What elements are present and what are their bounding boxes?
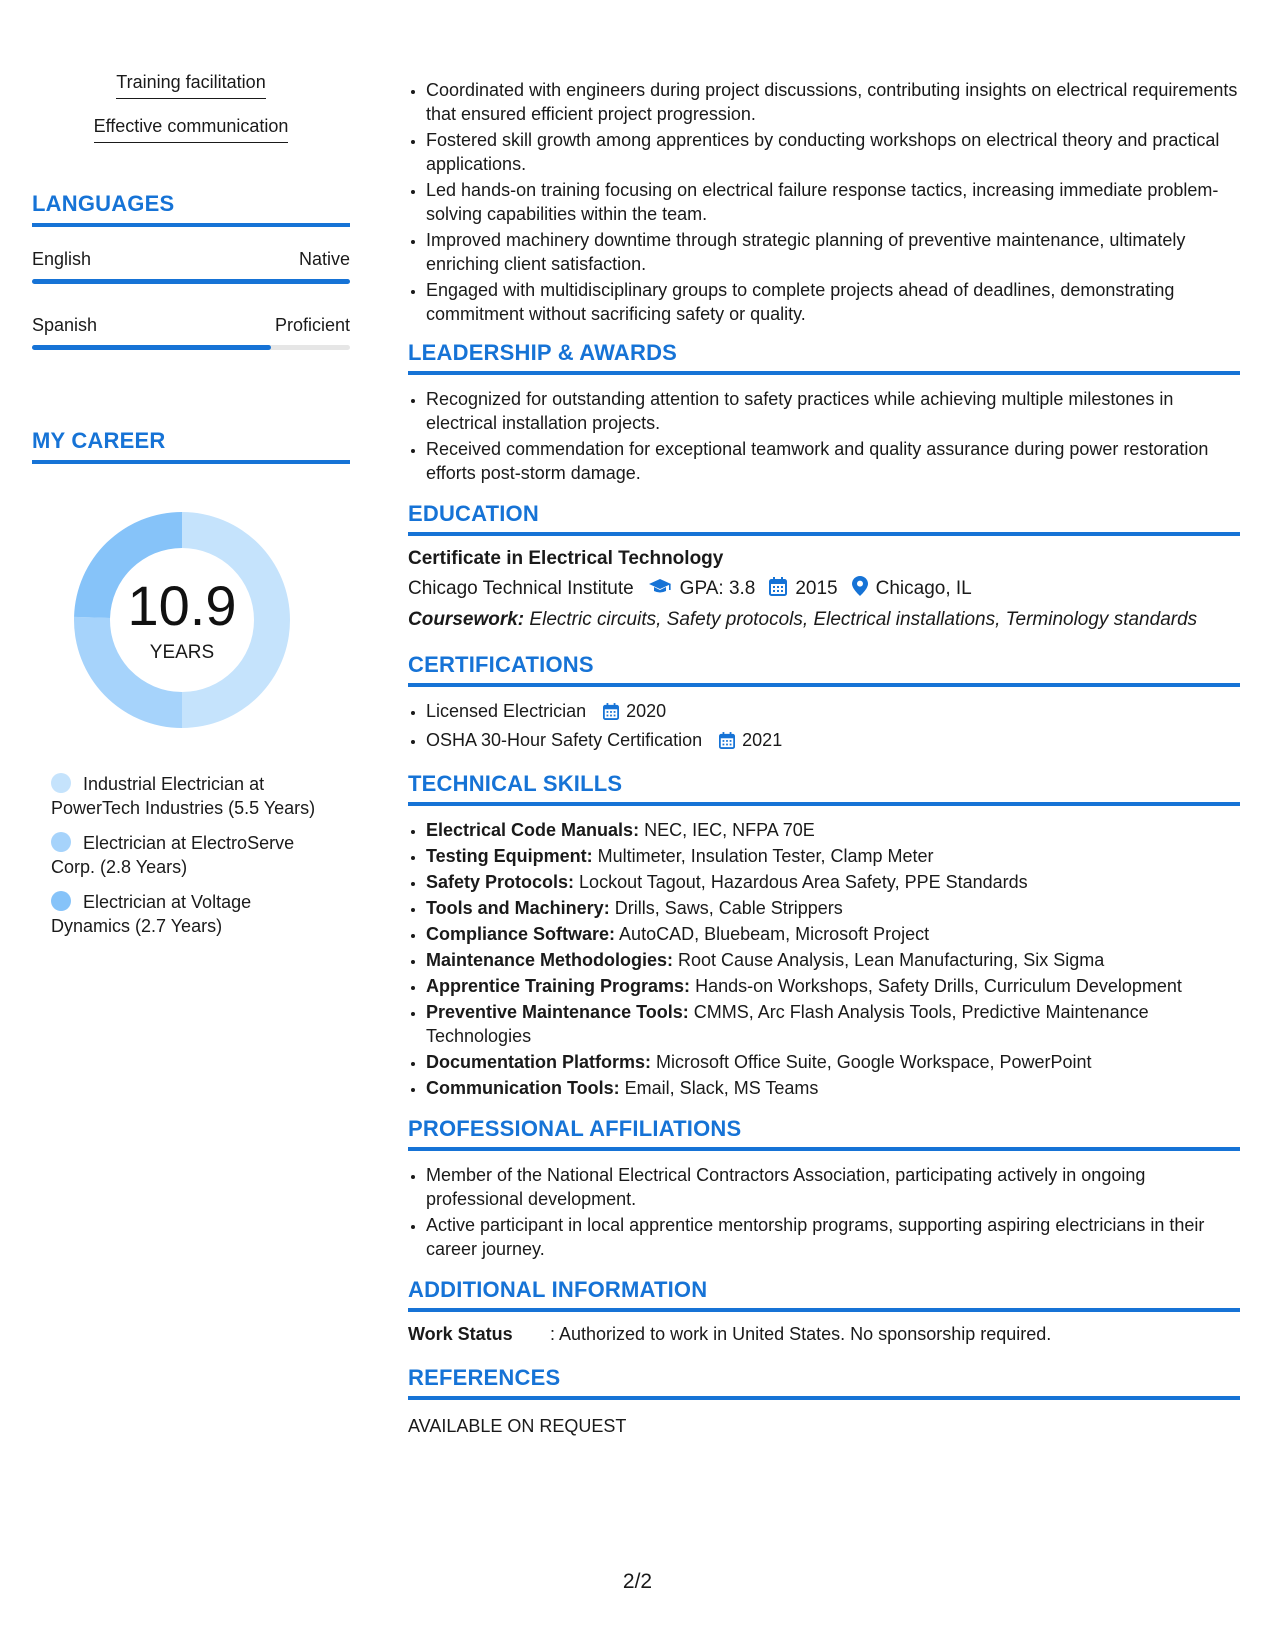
language-bar xyxy=(32,279,350,284)
language-level: Proficient xyxy=(274,315,350,335)
list-item: • Coordinated with engineers during project discussions, contributing insights on electrical requirements that ensured efficient project progression. xyxy=(426,78,1240,126)
list-item: • Active participant in local apprentice mentorship programs, supporting aspiring electricians in their career journey. xyxy=(426,1213,1240,1261)
affiliations-heading: PROFESSIONAL AFFILIATIONS xyxy=(408,1116,1240,1151)
references-text: AVAILABLE ON REQUEST xyxy=(408,1416,627,1436)
location-pin-icon xyxy=(852,576,868,602)
work-status-value: : Authorized to work in United States. No sponsorship required. xyxy=(550,1324,1052,1344)
legend-dot-icon xyxy=(51,832,71,852)
certification-item: • OSHA 30-Hour Safety Certification 2021 xyxy=(426,728,1240,755)
career-legend xyxy=(51,772,321,938)
language-bar xyxy=(32,345,350,350)
career-donut-chart xyxy=(66,504,298,736)
certifications-list xyxy=(408,699,1240,755)
skill-item: • Communication Tools: Email, Slack, MS Teams xyxy=(426,1076,1240,1100)
list-item: • Recognized for outstanding attention to safety practices while achieving multiple milestones in electrical installation projects. xyxy=(426,387,1240,435)
career-legend-item: Electrician at Voltage Dynamics (2.7 Years) xyxy=(51,892,252,936)
skill-item: • Preventive Maintenance Tools: CMMS, Arc Flash Analysis Tools, Predictive Maintenance Technologies xyxy=(426,1000,1240,1048)
certifications-heading: CERTIFICATIONS xyxy=(408,652,1240,687)
graduation-year: 2015 xyxy=(795,578,838,599)
work-status-row xyxy=(408,1324,1240,1345)
list-item: • Received commendation for exceptional teamwork and quality assurance during power restoration efforts post-storm damage. xyxy=(426,437,1240,485)
list-item: • Fostered skill growth among apprentices by conducting workshops on electrical theory and practical applications. xyxy=(426,128,1240,176)
list-item: • Led hands-on training focusing on electrical failure response tactics, increasing immediate problem-solving capabilities within the team. xyxy=(426,178,1240,226)
certification-item: • Licensed Electrician 2020 xyxy=(426,699,1240,726)
career-total-years: 10.9 xyxy=(127,574,237,637)
sidebar xyxy=(32,72,350,949)
leadership-list xyxy=(408,387,1240,485)
skill-item: • Safety Protocols: Lockout Tagout, Hazardous Area Safety, PPE Standards xyxy=(426,870,1240,894)
certification-year: 2021 xyxy=(742,730,783,750)
languages-heading: LANGUAGES xyxy=(32,191,350,227)
language-name: Spanish xyxy=(32,315,98,335)
certification-year: 2020 xyxy=(626,701,667,721)
language-bar-fill xyxy=(32,345,271,350)
skill-item: • Tools and Machinery: Drills, Saws, Cable Strippers xyxy=(426,896,1240,920)
work-status-label: Work Status xyxy=(408,1324,513,1344)
school-location: Chicago, IL xyxy=(875,578,972,599)
skill-item: • Documentation Platforms: Microsoft Office Suite, Google Workspace, PowerPoint xyxy=(426,1050,1240,1074)
legend-dot-icon xyxy=(51,891,71,911)
school-name: Chicago Technical Institute xyxy=(408,578,634,599)
language-level: Native xyxy=(298,249,350,269)
main-content xyxy=(408,78,1240,1437)
skill-tag: Training facilitation xyxy=(32,72,350,99)
skill-tag: Effective communication xyxy=(32,116,350,143)
leadership-heading: LEADERSHIP & AWARDS xyxy=(408,340,1240,375)
career-legend-item: Electrician at ElectroServe Corp. (2.8 Years) xyxy=(51,833,295,877)
career-legend-item: Industrial Electrician at PowerTech Industries (5.5 Years) xyxy=(51,774,316,818)
language-bar-fill xyxy=(32,279,350,284)
skill-item: • Apprentice Training Programs: Hands-on Workshops, Safety Drills, Curriculum Development xyxy=(426,974,1240,998)
gpa: GPA: 3.8 xyxy=(679,578,756,599)
education-entry xyxy=(408,548,1240,632)
education-heading: EDUCATION xyxy=(408,501,1240,536)
list-item: • Engaged with multidisciplinary groups to complete projects ahead of deadlines, demonstrating commitment without sacrificing safety or quality. xyxy=(426,278,1240,326)
page-number: 2/2 xyxy=(622,1570,653,1593)
career-heading: MY CAREER xyxy=(32,428,350,464)
skill-item: • Maintenance Methodologies: Root Cause Analysis, Lean Manufacturing, Six Sigma xyxy=(426,948,1240,972)
list-item: • Improved machinery downtime through strategic planning of preventive maintenance, ultimately enriching client satisfaction. xyxy=(426,228,1240,276)
list-item: • Member of the National Electrical Contractors Association, participating actively in ongoing professional development. xyxy=(426,1163,1240,1211)
technical-skills-list xyxy=(408,818,1240,1100)
skill-item: • Compliance Software: AutoCAD, Bluebeam, Microsoft Project xyxy=(426,922,1240,946)
affiliations-list xyxy=(408,1163,1240,1261)
calendar-icon xyxy=(603,702,619,726)
calendar-icon xyxy=(769,577,787,602)
calendar-icon xyxy=(719,731,735,755)
additional-info-heading: ADDITIONAL INFORMATION xyxy=(408,1277,1240,1312)
coursework: Coursework: Electric circuits, Safety protocols, Electrical installations, Terminology standards xyxy=(408,609,1198,630)
skill-item: • Testing Equipment: Multimeter, Insulation Tester, Clamp Meter xyxy=(426,844,1240,868)
career-years-label: YEARS xyxy=(149,642,215,663)
legend-dot-icon xyxy=(51,773,71,793)
technical-skills-heading: TECHNICAL SKILLS xyxy=(408,771,1240,806)
references-heading: REFERENCES xyxy=(408,1365,1240,1400)
skill-item: • Electrical Code Manuals: NEC, IEC, NFPA 70E xyxy=(426,818,1240,842)
degree-title: Certificate in Electrical Technology xyxy=(408,548,724,569)
graduation-cap-icon xyxy=(648,577,672,601)
experience-bullets xyxy=(408,78,1240,326)
language-spanish xyxy=(32,315,350,350)
language-english xyxy=(32,249,350,284)
language-name: English xyxy=(32,249,92,269)
